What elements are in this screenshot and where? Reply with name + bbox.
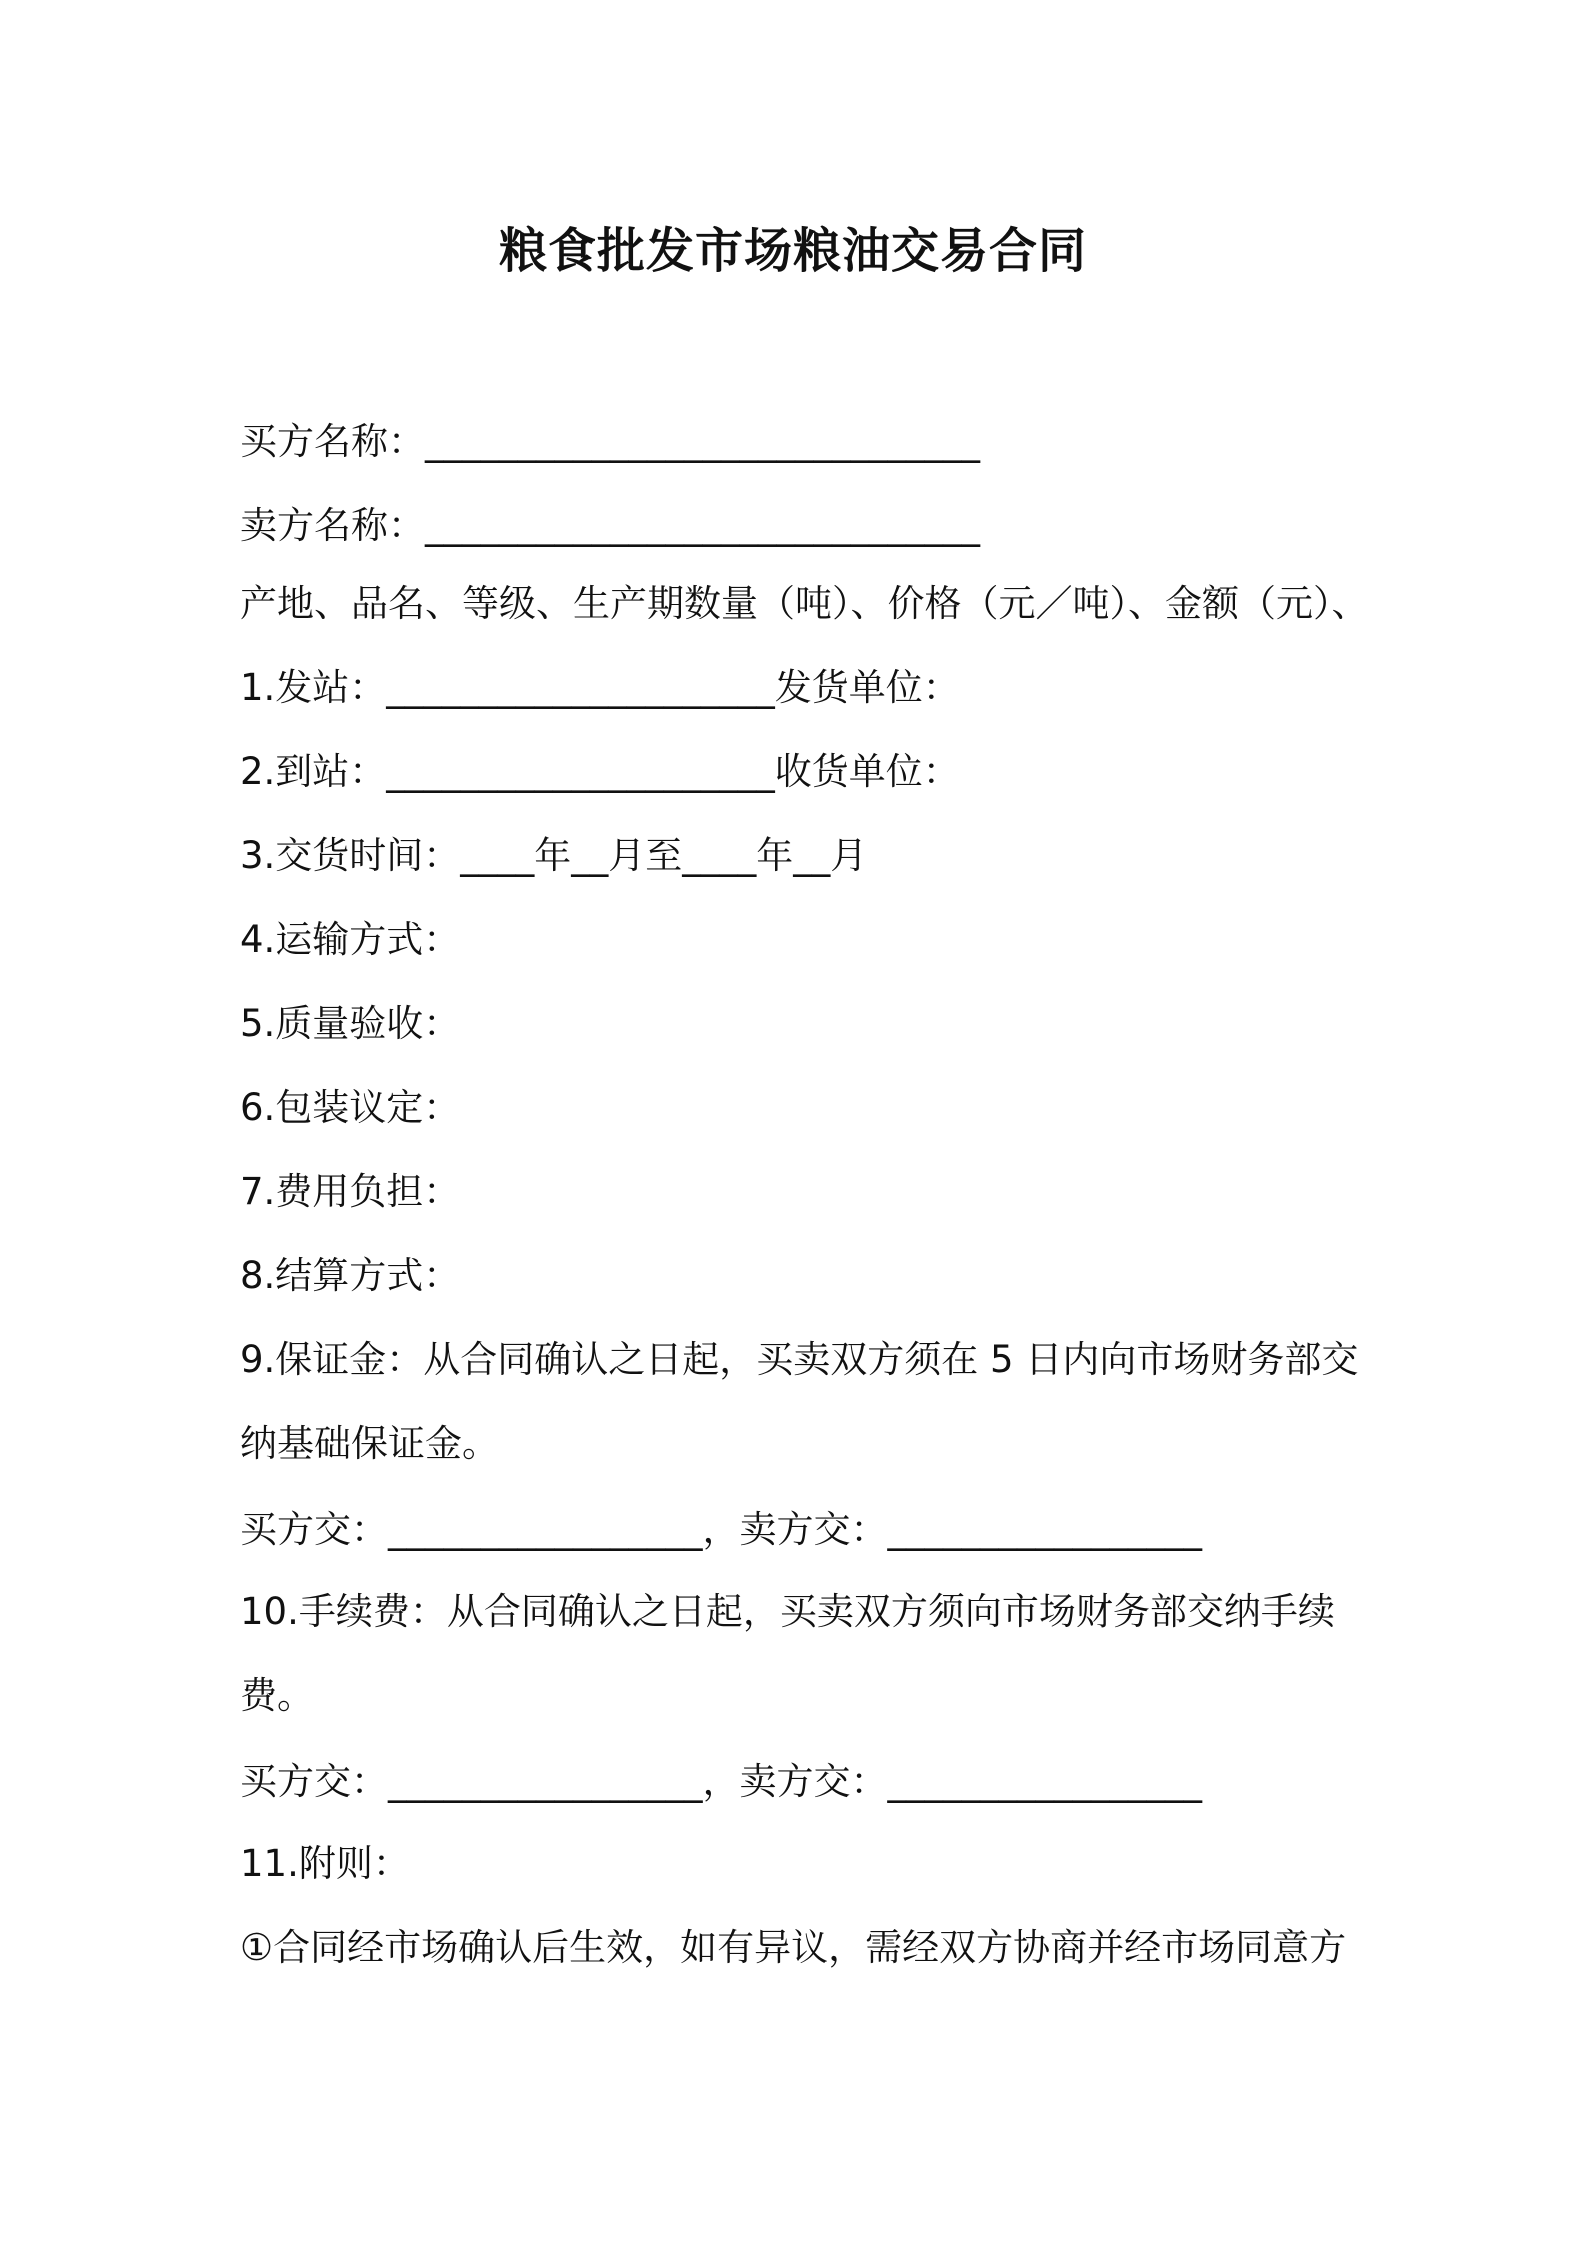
- clause-9-line: 9.保证金：从合同确认之日起，买卖双方须在 5 日内向市场财务部交: [240, 1338, 1359, 1381]
- seller-name-line: 卖方名称：______________________________: [240, 504, 980, 547]
- buyer-name-line: 买方名称：______________________________: [240, 420, 980, 463]
- clause-2-line: 2.到站：_____________________收货单位：: [240, 750, 960, 793]
- goods-header-line: 产地、品名、等级、生产期数量（吨）、价格（元／吨）、金额（元）、: [240, 582, 1369, 625]
- clause-11-line: 11.附则：: [240, 1842, 410, 1885]
- clause-9-continued-line: 纳基础保证金。: [240, 1422, 499, 1465]
- clause-10-line: 10.手续费：从合同确认之日起，买卖双方须向市场财务部交纳手续: [240, 1590, 1335, 1633]
- clause-10-continued-line: 费。: [240, 1674, 314, 1717]
- clause-6-line: 6.包装议定：: [240, 1086, 461, 1129]
- clause-3-line: 3.交货时间：____年__月至____年__月: [240, 834, 868, 877]
- clause-1-line: 1.发站：_____________________发货单位：: [240, 666, 960, 709]
- clause-7-line: 7.费用负担：: [240, 1170, 461, 1213]
- clause-5-line: 5.质量验收：: [240, 1002, 461, 1045]
- deposit-payment-line: 买方交：_________________，卖方交：_________________: [240, 1508, 1202, 1551]
- clause-11-item-1-line: ①合同经市场确认后生效，如有异议，需经双方协商并经市场同意方: [240, 1926, 1347, 1969]
- document-title: 粮食批发市场粮油交易合同: [498, 223, 1087, 279]
- clause-4-line: 4.运输方式：: [240, 918, 461, 961]
- fee-payment-line: 买方交：_________________，卖方交：_________________: [240, 1760, 1202, 1803]
- clause-8-line: 8.结算方式：: [240, 1254, 461, 1297]
